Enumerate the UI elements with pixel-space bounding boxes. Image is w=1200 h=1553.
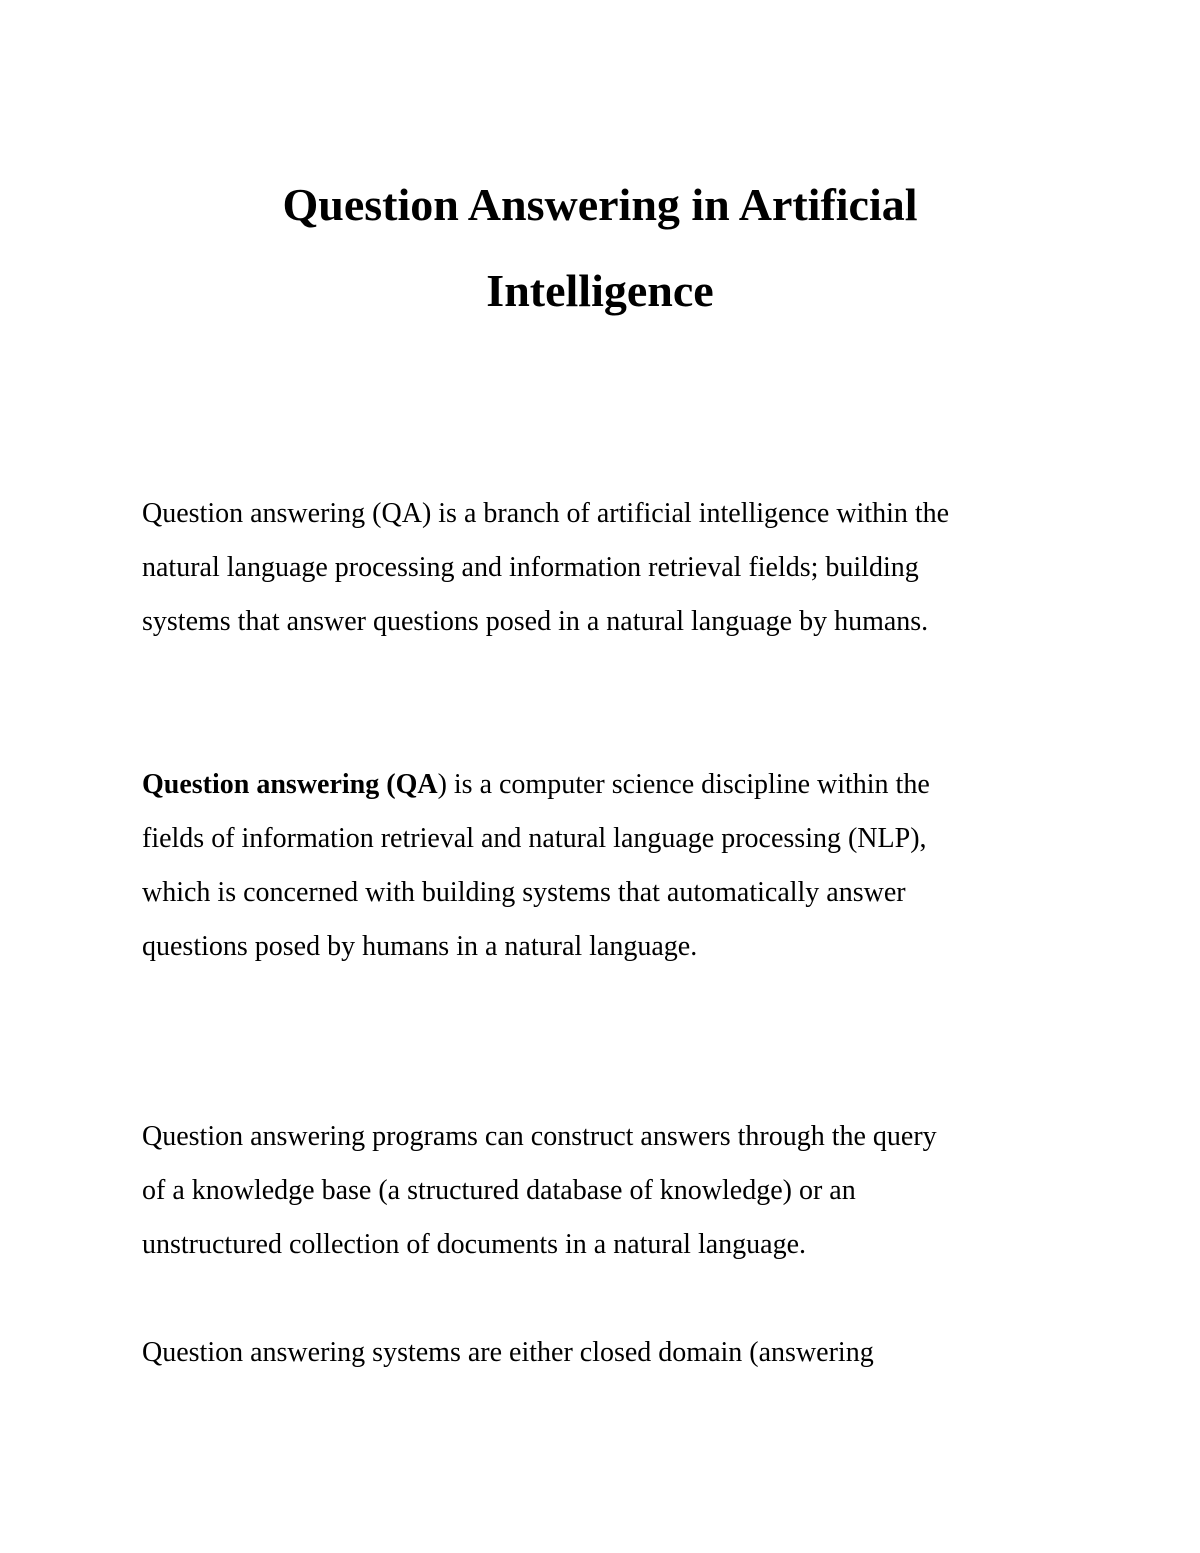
document-title-line-2: Intelligence: [486, 265, 714, 316]
paragraph-3-line-3: unstructured collection of documents in a natural language.: [142, 1229, 807, 1260]
paragraph-3-line-2: of a knowledge base (a structured database of knowledge) or an: [142, 1175, 856, 1206]
paragraph-1-line-1: Question answering (QA) is a branch of artificial intelligence within the: [142, 498, 950, 529]
paragraph-1-line-3: systems that answer questions posed in a natural language by humans.: [142, 606, 929, 637]
paragraph-1-line-2: natural language processing and information retrieval fields; building: [142, 552, 919, 583]
paragraph-2-line-1: [142, 767, 930, 803]
paragraph-3-line-1: Question answering programs can construct answers through the query: [142, 1121, 937, 1152]
paragraph-2-bold-term: Question answering (QA: [142, 769, 438, 800]
paragraph-4-line-1: Question answering systems are either closed domain (answering: [142, 1337, 874, 1368]
paragraph-2-line-3: which is concerned with building systems that automatically answer: [142, 877, 906, 908]
document-title-line-1: Question Answering in Artificial: [282, 179, 918, 230]
paragraph-2-line-2: fields of information retrieval and natural language processing (NLP),: [142, 823, 927, 854]
paragraph-2-line-4: questions posed by humans in a natural language.: [142, 931, 698, 962]
paragraph-2-line-1-rest: ) is a computer science discipline within the: [437, 769, 930, 800]
